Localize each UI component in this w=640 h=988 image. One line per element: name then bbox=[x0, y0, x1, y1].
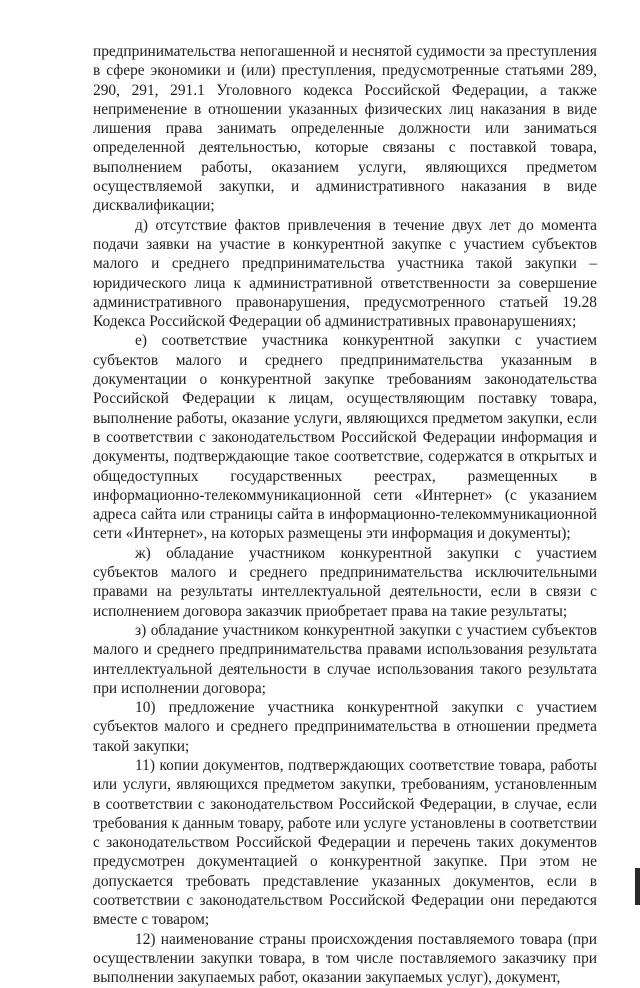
paragraph-item-d: д) отсутствие фактов привлечения в течение двух лет до момента подачи заявки на участие в конкурентной закупке с участием субъектов малого и среднего предпринимательства участника такой закупки – юридического лица к административной ответственности за совершение административного правонарушения, предусмотренного статьей 19.28 Кодекса Российской Федерации об административных правонарушениях; bbox=[93, 216, 597, 331]
document-body bbox=[93, 42, 597, 988]
paragraph-item-12: 12) наименование страны происхождения поставляемого товара (при осуществлении закупки товара, в том числе поставляемого заказчику при выполнении закупаемых работ, оказании закупаемых услуг), документ, bbox=[93, 930, 597, 987]
scan-edge-shadow bbox=[635, 868, 640, 905]
paragraph-continuation: предпринимательства непогашенной и неснятой судимости за преступления в сфере экономики и (или) преступления, предусмотренные статьями 289, 290, 291, 291.1 Уголовного кодекса Российской Федерации, а также неприменение в отношении указанных физических лиц наказания в виде лишения права занимать определенные должности или заниматься определенной деятельностью, которые связаны с поставкой товара, выполнением работы, оказанием услуги, являющихся предметом осуществляемой закупки, и административного наказания в виде дисквалификации; bbox=[93, 43, 597, 215]
paragraph-item-10: 10) предложение участника конкурентной закупки с участием субъектов малого и среднего предпринимательства в отношении предмета такой закупки; bbox=[93, 699, 597, 755]
paragraph-item-11: 11) копии документов, подтверждающих соответствие товара, работы или услуги, являющихся предметом закупки, требованиям, установленным в соответствии с законодательством Российской Федерации, в случае, если требования к данным товару, работе или услуге установлены в соответствии с законодательством Российской Федерации и перечень таких документов предусмотрен документацией о конкурентной закупке. При этом не допускается требовать представление указанных документов, если в соответствии с законодательством Российской Федерации они передаются вместе с товаром; bbox=[93, 756, 597, 929]
paragraph-item-zh: ж) обладание участником конкурентной закупки с участием субъектов малого и среднего предпринимательства исключительными правами на результаты интеллектуальной деятельности, если в связи с исполнением договора заказчик приобретает права на такие результаты; bbox=[93, 544, 597, 620]
paragraph-item-e: е) соответствие участника конкурентной закупки с участием субъектов малого и среднего предпринимательства указанным в документации о конкурентной закупке требованиям законодательства Российской Федерации к лицам, осуществляющим поставку товара, выполнение работы, оказание услуги, являющихся предметом закупки, если в соответствии с законодательством Российской Федерации информация и документы, подтверждающие такое соответствие, содержатся в открытых и общедоступных государственных реестрах, размещенных в информационно-телекоммуникационной сети «Интернет» (с указанием адреса сайта или страницы сайта в информационно-телекоммуникационной сети «Интернет», на которых размещены эти информация и документы); bbox=[93, 332, 597, 543]
paragraph-item-z: з) обладание участником конкурентной закупки с участием субъектов малого и среднего предпринимательства правами использования результата интеллектуальной деятельности в случае использования такого результата при исполнении договора; bbox=[93, 621, 597, 697]
